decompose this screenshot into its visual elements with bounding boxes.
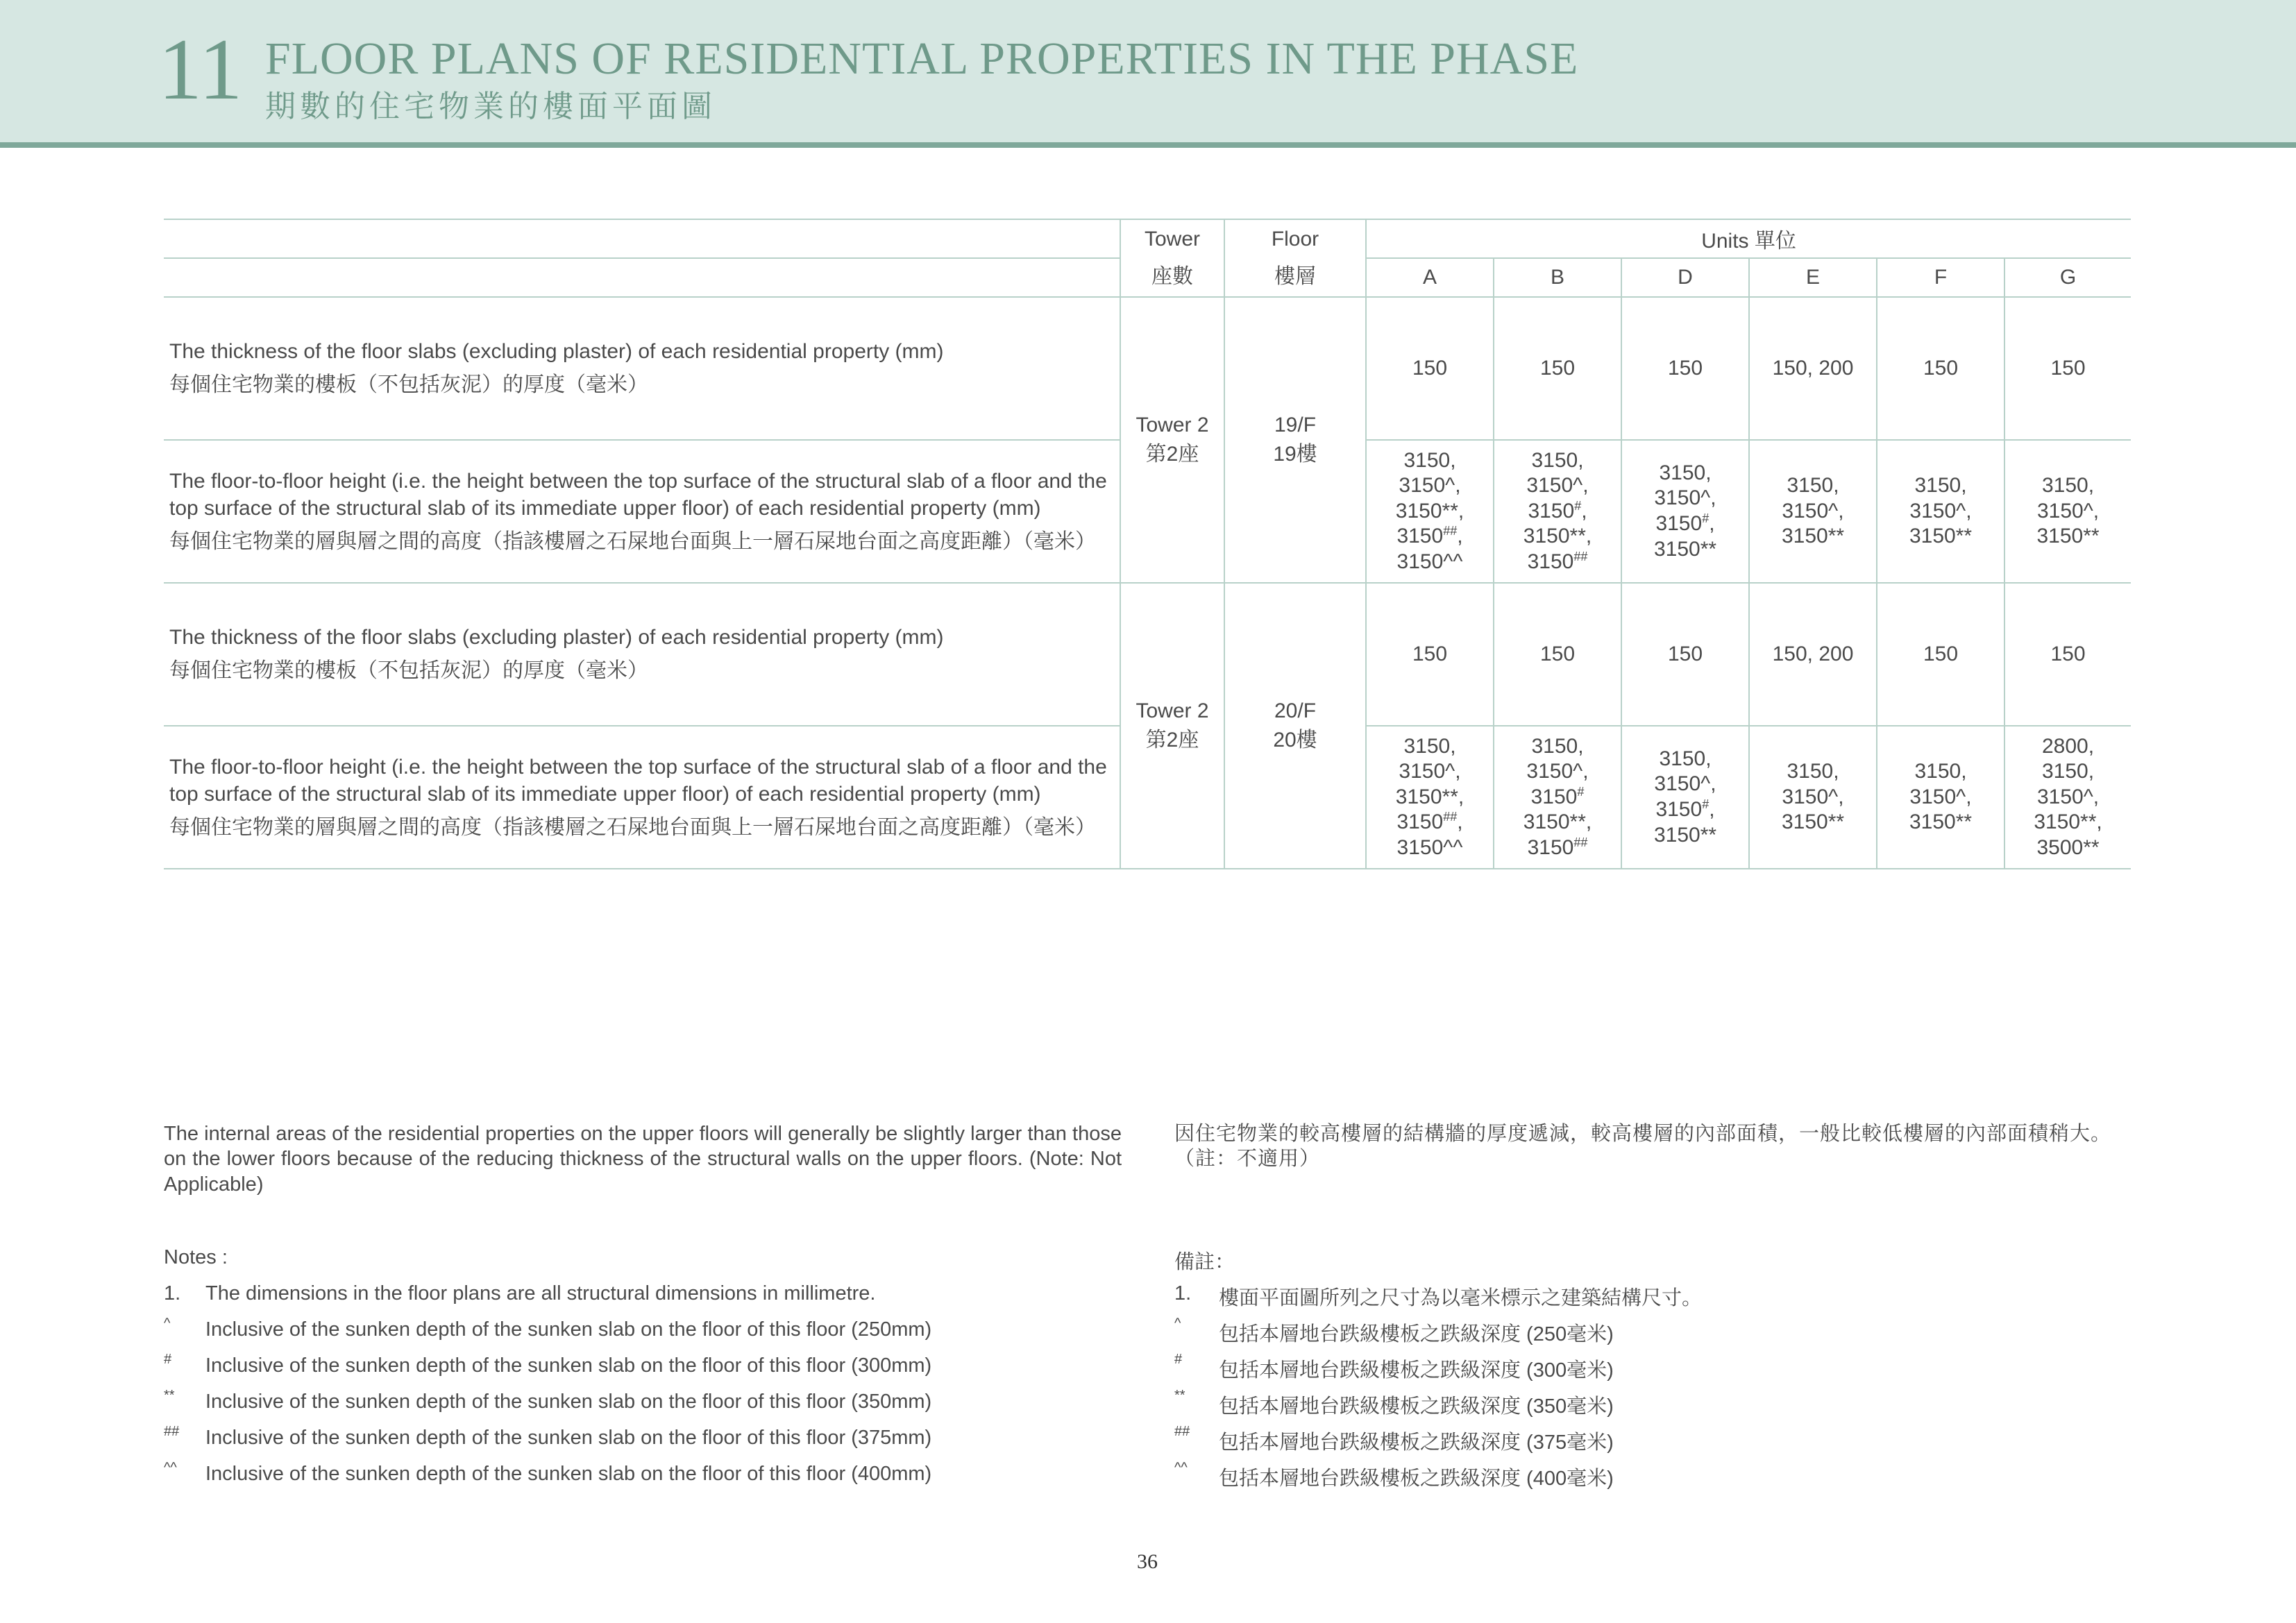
- header-blank: [164, 258, 1120, 297]
- height-value: 3150,: [2041, 474, 2095, 498]
- height-value: 3150^,: [1909, 785, 1972, 808]
- note-symbol: 1.: [164, 1282, 181, 1305]
- internal-area-note-en: The internal areas of the residential properties on the upper floors will generally be slightly larger than those on the lower floors because of the reducing thickness of the structural walls on the upper floors. (Note: Not Applicable): [164, 1123, 1122, 1196]
- slab-thickness-description: The thickness of the floor slabs (excluding plaster) of each residential property (mm) 每個住宅物業的樓板（不包括灰泥）的厚度（毫米）: [164, 297, 1120, 440]
- slab-value-cell: 150: [1621, 297, 1749, 440]
- unit-label-f: F: [1877, 258, 2004, 297]
- note-symbol: ^^: [1174, 1460, 1188, 1475]
- note-text-zh: 包括本層地台跌級樓板之跌級深度 (300毫米): [1219, 1359, 1614, 1382]
- height-value: 3150,: [1914, 760, 1967, 783]
- height-value: 2800,: [2041, 734, 2095, 758]
- height-value: 3150**,: [1523, 525, 1592, 548]
- unit-label-b: B: [1494, 258, 1621, 297]
- height-value-cell: [1494, 440, 1621, 583]
- note-text-zh: 包括本層地台跌級樓板之跌級深度 (350毫米): [1219, 1395, 1614, 1418]
- unit-label-d: D: [1621, 258, 1749, 297]
- slab-value-cell: 150: [1877, 583, 2004, 726]
- header-blank: [164, 219, 1120, 258]
- page-number: 36: [1137, 1550, 1158, 1573]
- note-symbol: #: [1174, 1352, 1183, 1367]
- height-value-cell: [1877, 726, 2004, 869]
- height-value: 3150^,: [1654, 486, 1716, 510]
- note-text-en: Inclusive of the sunken depth of the sunken slab on the floor of this floor (400mm): [205, 1463, 932, 1485]
- height-value: 3150,: [1403, 734, 1456, 758]
- height-value: 3150**: [1909, 525, 1973, 548]
- height-value: 3150,: [1659, 461, 1712, 484]
- note-symbol: 1.: [1174, 1282, 1192, 1305]
- slab-value-cell: 150: [2004, 297, 2131, 440]
- height-value: 3150^,: [1782, 785, 1844, 808]
- slab-thickness-description: The thickness of the floor slabs (excluding plaster) of each residential property (mm) 每個住宅物業的樓板（不包括灰泥）的厚度（毫米）: [164, 583, 1120, 726]
- note-symbol: #: [164, 1352, 172, 1367]
- unit-label-g: G: [2004, 258, 2131, 297]
- height-value: 3150**,: [2034, 810, 2102, 834]
- height-value: 3150**: [1781, 810, 1845, 834]
- height-value: 3150**,: [1523, 810, 1592, 834]
- floor-cell: 19/F 19樓: [1224, 297, 1366, 583]
- height-value-cell: [1877, 440, 2004, 583]
- height-value: 3150,: [1787, 760, 1839, 783]
- height-value: 3150**: [1653, 537, 1717, 561]
- note-symbol: ##: [164, 1424, 180, 1439]
- slab-value-cell: 150: [1366, 583, 1494, 726]
- height-value: 3150^^: [1396, 550, 1463, 573]
- height-value: 3150,: [1787, 474, 1839, 498]
- height-value: 3150^,: [1782, 499, 1844, 522]
- slab-value-cell: 150: [1621, 583, 1749, 726]
- unit-label-a: A: [1366, 258, 1494, 297]
- height-value-cell: [1494, 726, 1621, 869]
- section-number: 11: [158, 22, 243, 118]
- floor-cell: 20/F 20樓: [1224, 583, 1366, 869]
- height-value: 3150#,: [1528, 498, 1587, 522]
- slab-value-cell: 150: [1877, 297, 2004, 440]
- height-value-cell: [1366, 726, 1494, 869]
- slab-value-cell: 150: [2004, 583, 2131, 726]
- note-text-zh: 包括本層地台跌級樓板之跌級深度 (250毫米): [1219, 1323, 1614, 1345]
- height-value: 3150#,: [1655, 511, 1715, 535]
- note-text-zh: 樓面平面圖所列之尺寸為以毫米標示之建築結構尺寸。: [1219, 1287, 1703, 1309]
- note-text-en: Inclusive of the sunken depth of the sunken slab on the floor of this floor (300mm): [205, 1354, 932, 1377]
- height-value: 3500**: [2036, 835, 2100, 859]
- height-value: 3150^,: [1399, 760, 1461, 783]
- table-row: [164, 583, 2131, 726]
- note-text-zh: 包括本層地台跌級樓板之跌級深度 (375毫米): [1219, 1431, 1614, 1454]
- height-value: 3150#: [1530, 784, 1585, 808]
- height-value: 3150,: [1531, 448, 1584, 472]
- height-value-cell: [1621, 440, 1749, 583]
- note-text-en: Inclusive of the sunken depth of the sunken slab on the floor of this floor (350mm): [205, 1391, 932, 1413]
- height-value-cell: [1749, 726, 1877, 869]
- header-divider: [0, 142, 2296, 148]
- height-value: 3150**: [1909, 810, 1973, 834]
- floor-spec-table: [164, 219, 2131, 869]
- height-value: 3150##,: [1396, 524, 1463, 548]
- note-text-en: Inclusive of the sunken depth of the sunken slab on the floor of this floor (250mm): [205, 1318, 932, 1341]
- floor-column-header: Floor 樓層: [1224, 219, 1366, 297]
- height-value: 3150##: [1527, 549, 1588, 573]
- note-text-zh: 包括本層地台跌級樓板之跌級深度 (400毫米): [1219, 1468, 1614, 1490]
- slab-value-cell: 150, 200: [1749, 297, 1877, 440]
- height-value: 3150,: [2041, 760, 2095, 783]
- height-value: 3150^,: [1909, 499, 1972, 522]
- floor-height-description: The floor-to-floor height (i.e. the height between the top surface of the structural slab of a floor and the top surface of the structural slab of its immediate upper floor) of each residential property (mm) 每個住宅物業的層與層之間的高度（指該樓層之石屎地台面與上一層石屎地台面之高度距離）（毫米）: [164, 726, 1120, 869]
- unit-label-e: E: [1749, 258, 1877, 297]
- height-value: 3150##: [1527, 835, 1588, 859]
- slab-value-cell: 150, 200: [1749, 583, 1877, 726]
- height-value: 3150^,: [2036, 785, 2100, 808]
- height-value: 3150##,: [1396, 810, 1463, 834]
- height-value: 3150^,: [1654, 772, 1716, 796]
- height-value: 3150#,: [1655, 797, 1715, 821]
- tower-cell: Tower 2 第2座: [1120, 297, 1224, 583]
- note-text-en: The dimensions in the floor plans are all structural dimensions in millimetre.: [205, 1282, 876, 1305]
- height-value: 3150**,: [1395, 499, 1464, 522]
- height-value-cell: [1749, 440, 1877, 583]
- note-symbol: ^: [1174, 1316, 1181, 1331]
- height-value: 3150^,: [1526, 474, 1589, 498]
- height-value: 3150**: [1781, 525, 1845, 548]
- floor-height-description: The floor-to-floor height (i.e. the height between the top surface of the structural slab of a floor and the top surface of the structural slab of its immediate upper floor) of each residential property (mm) 每個住宅物業的層與層之間的高度（指該樓層之石屎地台面與上一層石屎地台面之高度距離）（毫米）: [164, 440, 1120, 583]
- height-value-cell: [2004, 726, 2131, 869]
- page-title-en: FLOOR PLANS OF RESIDENTIAL PROPERTIES IN THE PHASE: [265, 33, 1579, 84]
- height-value: 3150,: [1659, 747, 1712, 770]
- notes-heading-en: Notes :: [164, 1246, 228, 1268]
- height-value: 3150^,: [1526, 760, 1589, 783]
- tower-column-header: Tower 座數: [1120, 219, 1224, 297]
- note-text-en: Inclusive of the sunken depth of the sunken slab on the floor of this floor (375mm): [205, 1427, 932, 1449]
- note-symbol: **: [164, 1388, 175, 1403]
- units-header: Units 單位: [1366, 219, 2131, 258]
- height-value: 3150**,: [1395, 785, 1464, 808]
- height-value: 3150**: [1653, 823, 1717, 847]
- height-value: 3150,: [1531, 734, 1584, 758]
- height-value-cell: [1366, 440, 1494, 583]
- height-value: 3150^,: [2036, 499, 2100, 522]
- notes-heading-zh: 備註：: [1174, 1251, 1235, 1273]
- height-value: 3150,: [1403, 448, 1456, 472]
- height-value-cell: [1621, 726, 1749, 869]
- internal-area-note-zh: 因住宅物業的較高樓層的結構牆的厚度遞減，較高樓層的內部面積，一般比較低樓層的內部面積稍大。（註：不適用）: [1174, 1123, 2112, 1171]
- slab-value-cell: 150: [1366, 297, 1494, 440]
- note-symbol: ^: [164, 1316, 171, 1331]
- height-value: 3150,: [1914, 474, 1967, 498]
- height-value: 3150^^: [1396, 835, 1463, 859]
- height-value: 3150^,: [1399, 474, 1461, 498]
- tower-cell: Tower 2 第2座: [1120, 583, 1224, 869]
- height-value-cell: [2004, 440, 2131, 583]
- note-symbol: **: [1174, 1388, 1185, 1403]
- slab-value-cell: 150: [1494, 583, 1621, 726]
- note-symbol: ^^: [164, 1460, 177, 1475]
- slab-value-cell: 150: [1494, 297, 1621, 440]
- height-value: 3150**: [2036, 525, 2100, 548]
- table-row: [164, 297, 2131, 440]
- note-symbol: ##: [1174, 1424, 1190, 1439]
- page-title-zh: 期數的住宅物業的樓面平面圖: [265, 90, 716, 124]
